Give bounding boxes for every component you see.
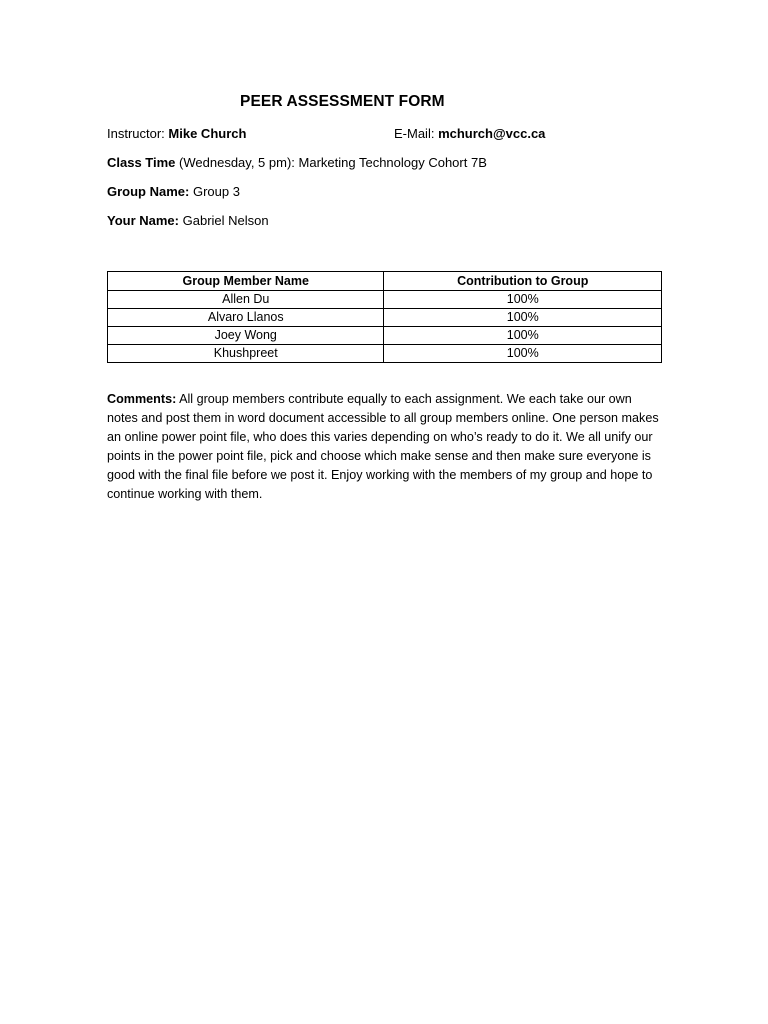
table-row: [108, 309, 662, 327]
table-row: [108, 327, 662, 345]
comments-label: Comments:: [107, 392, 177, 406]
column-header-member-name: Group Member Name: [108, 272, 384, 291]
member-name-cell: Khushpreet: [108, 345, 384, 363]
table-row: [108, 291, 662, 309]
class-time-label: Class Time: [107, 155, 176, 170]
group-name-label: Group Name:: [107, 184, 190, 199]
class-time-line: [107, 155, 487, 170]
contribution-cell: 100%: [384, 345, 662, 363]
group-name-value: Group 3: [192, 184, 240, 199]
table-row: [108, 345, 662, 363]
comments-text: All group members contribute equally to each assignment. We each take our own notes and post them in word document accessible to all group members online. One person makes an online power point file, who does this varies depending on who’s ready to do it. We all unify our points in the power point file, pick and choose which make sense and then make sure everyone is good with the final file before we post it. Enjoy working with the members of my group and hope to continue working with them.: [107, 392, 659, 501]
column-header-contribution: Contribution to Group: [384, 272, 662, 291]
comments-paragraph: [107, 390, 663, 504]
group-name-line: [107, 184, 240, 199]
class-time-value: (Wednesday, 5 pm): Marketing Technology Cohort 7B: [179, 155, 487, 170]
member-name-cell: Joey Wong: [108, 327, 384, 345]
email-value: mchurch@vcc.ca: [438, 126, 546, 141]
contribution-table: [107, 271, 662, 363]
instructor-label: Instructor:: [107, 126, 165, 141]
contribution-cell: 100%: [384, 327, 662, 345]
member-name-cell: Alvaro Llanos: [108, 309, 384, 327]
contribution-cell: 100%: [384, 291, 662, 309]
contribution-cell: 100%: [384, 309, 662, 327]
instructor-line: [107, 126, 246, 141]
table-header-row: [108, 272, 662, 291]
your-name-value: Gabriel Nelson: [182, 213, 269, 228]
your-name-label: Your Name:: [107, 213, 179, 228]
member-name-cell: Allen Du: [108, 291, 384, 309]
instructor-name: Mike Church: [168, 126, 247, 141]
form-title: PEER ASSESSMENT FORM: [240, 93, 445, 110]
email-label: E-Mail:: [394, 126, 435, 141]
your-name-line: [107, 213, 269, 228]
email-line: [394, 126, 545, 141]
